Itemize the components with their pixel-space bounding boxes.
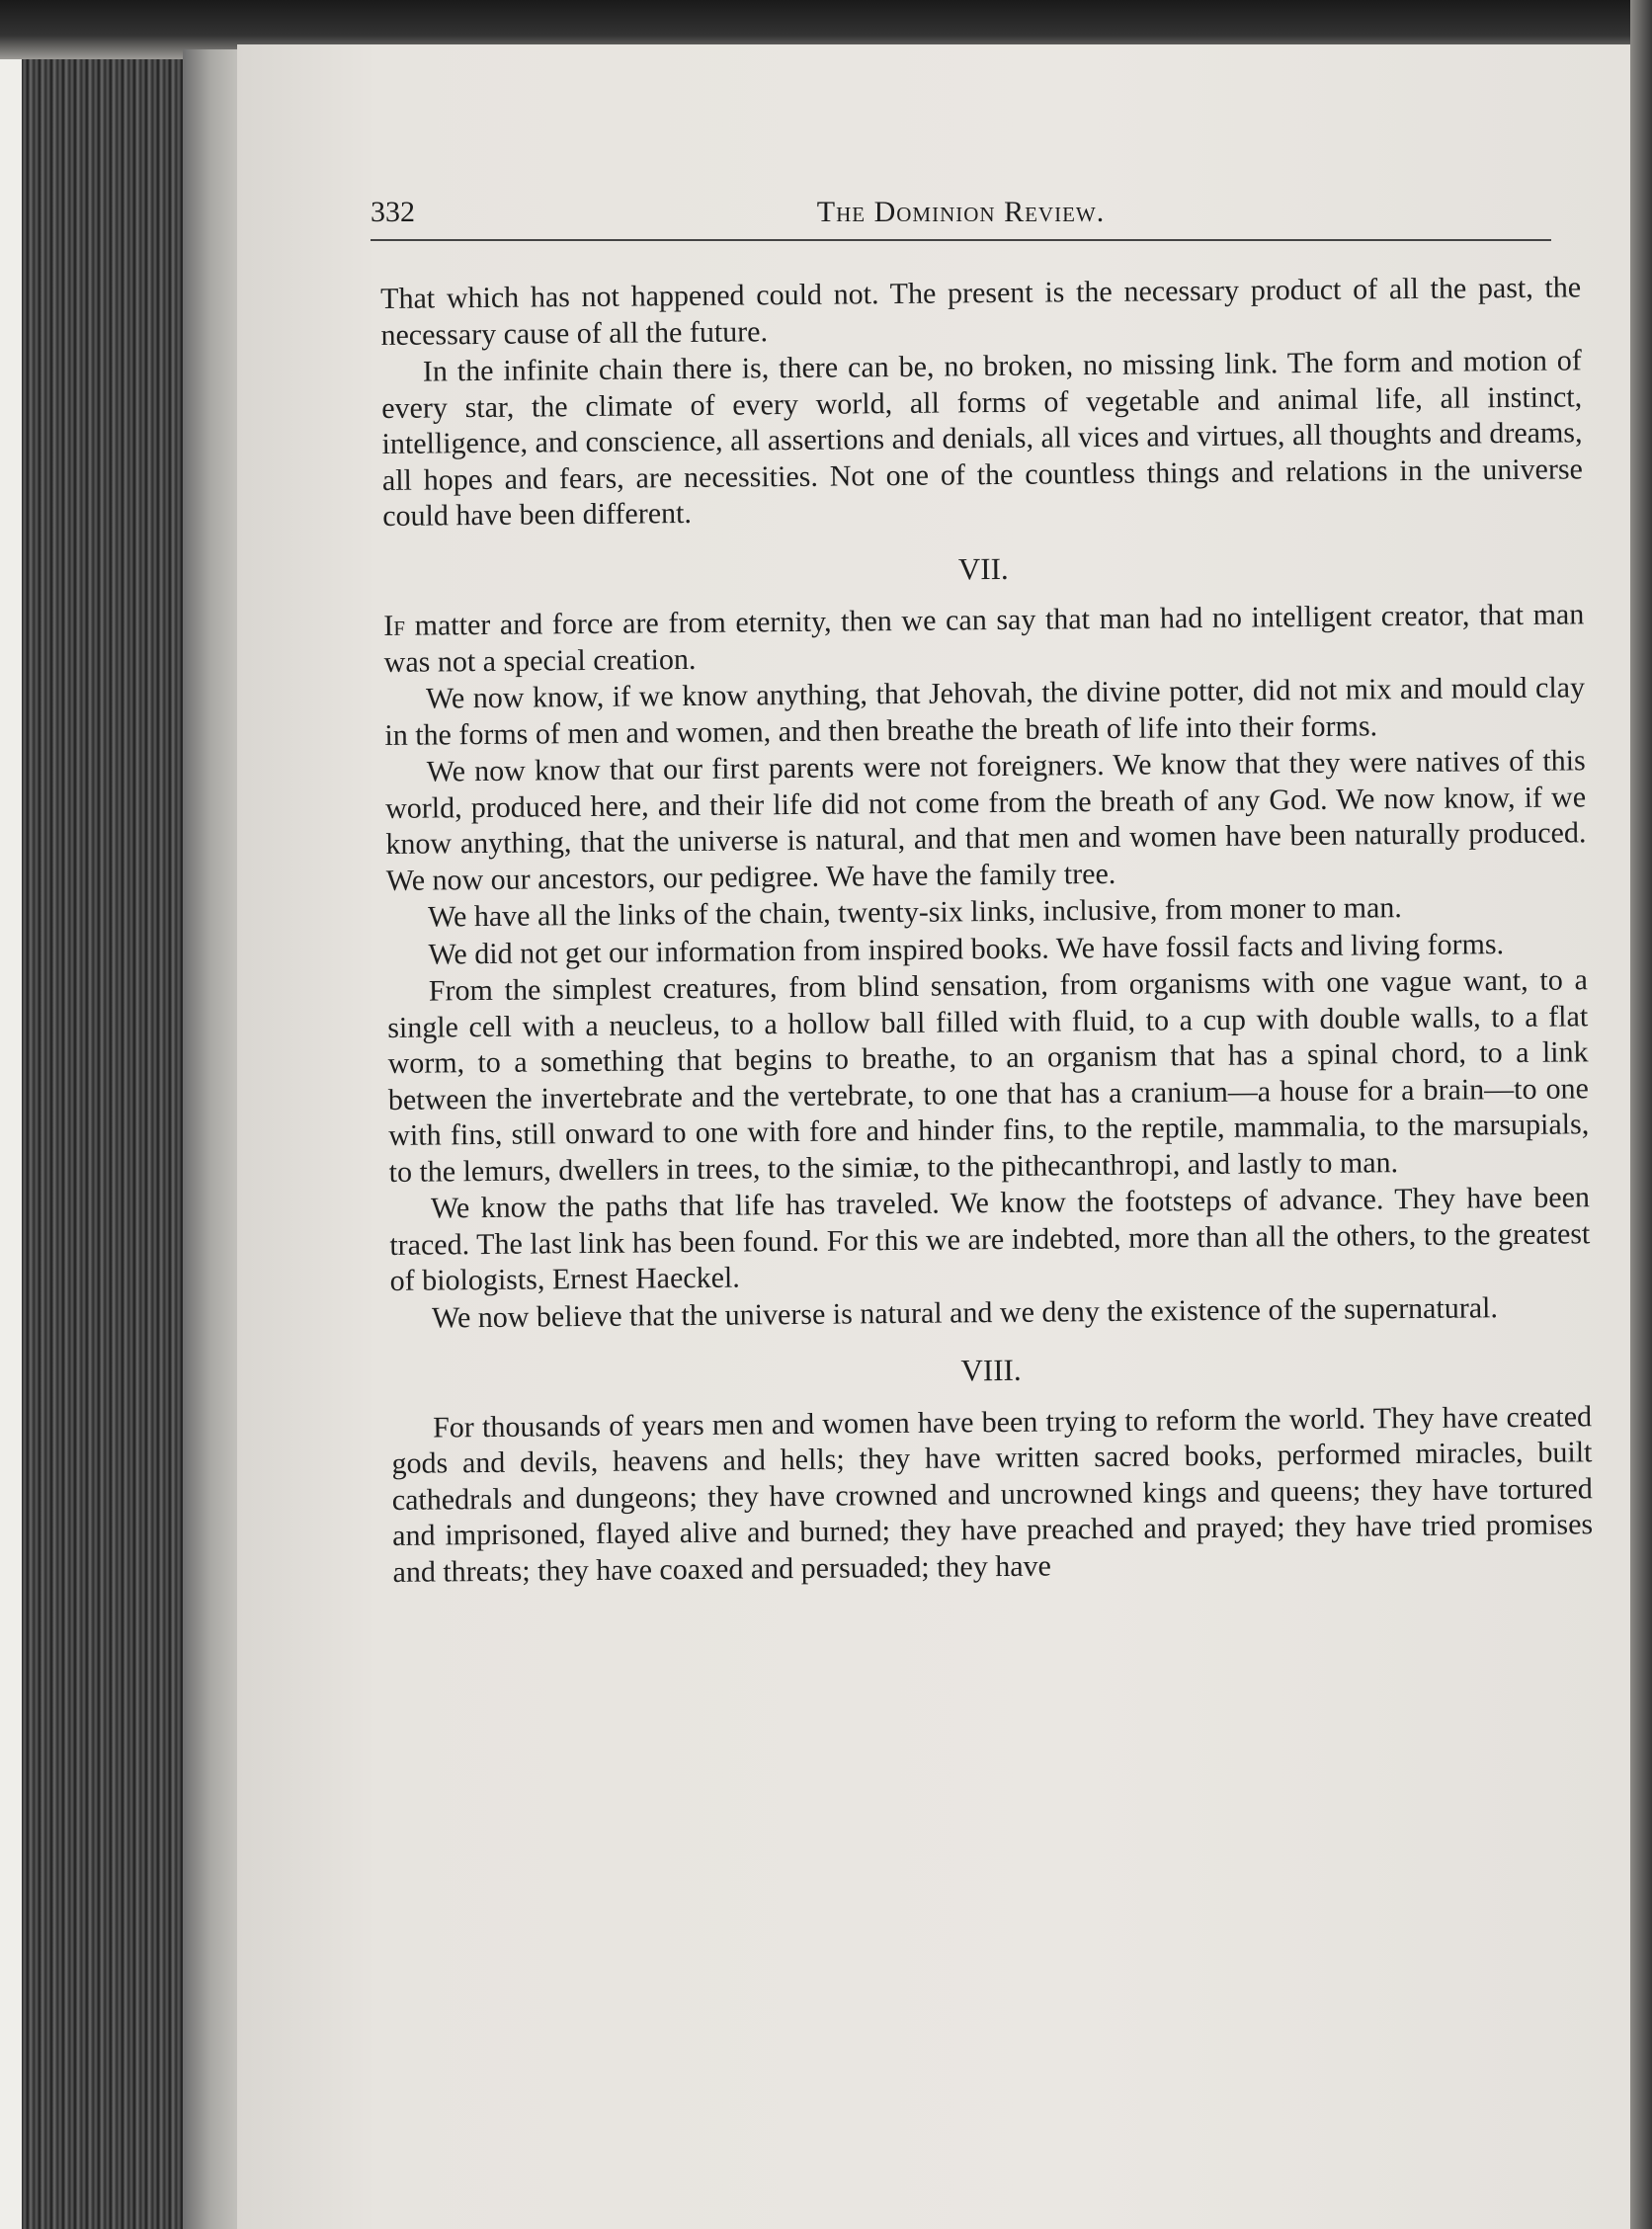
paragraph: We did not get our information from inspired books. We have fossil facts and living forms.	[428, 927, 1505, 971]
paragraph: From the simplest creatures, from blind sensation, from organisms with one vague want, to a single cell with a neucleus, to a hollow ball filled with fluid, to a cup with double walls, to a flat worm, to a something that begins to breathe, to an organism that has a spinal chord, to a link between the invertebrate and the vertebrate, to one that has a cranium—a house for a brain—to one with fins, still onward to one with fore and hinder fins, to the reptile, mammalia, to the marsupials, to the lemurs, dwellers in trees, to the simiæ, to the pithecanthropi, and lastly to man.	[387, 963, 1590, 1189]
section-heading-viii: VIII.	[960, 1352, 1022, 1388]
paragraph: We now know that our first parents were not foreigners. We know that they were natives of this world, produced here, and their life did not come from the breath of any God. We now know, if we know anything, that the universe is natural, and that men and women have been naturally produced. We now our ancestors, our pedigree. We have the family tree.	[384, 744, 1587, 897]
paragraph: That which has not happened could not. The present is the necessary product of all the past, the necessary cause of all the future.	[380, 271, 1582, 352]
paragraph	[383, 597, 1585, 681]
scanner-backdrop	[0, 0, 22, 2229]
scan-right-shadow	[1630, 0, 1652, 2229]
body-text	[380, 270, 1594, 1592]
paragraph: We now know, if we know anything, that Jehovah, the divine potter, did not mix and mould clay in the forms of men and women, and then breathe the breath of life into their forms.	[384, 671, 1586, 752]
paragraph: We have all the links of the chain, twenty-six links, inclusive, from moner to man.	[428, 891, 1402, 934]
page-header	[371, 188, 1551, 241]
running-title: The Dominion Review.	[816, 196, 1106, 228]
paragraph: For thousands of years men and women have been trying to reform the world. They have created gods and devils, heavens and hells; they have written sacred books, performed miracles, built cathedrals and dungeons; they have crowned and uncrowned kings and queens; they have tortured and imprisoned, flayed alive and burned; they have preached and prayed; they have tried promises and threats; they have coaxed and persuaded; they have	[391, 1399, 1594, 1589]
paragraph: We now believe that the universe is natural and we deny the existence of the supernatural.	[431, 1290, 1499, 1335]
drop-lead-word: If	[383, 609, 406, 642]
paragraph: In the infinite chain there is, there can be, no broken, no missing link. The form and motion of every star, the climate of every world, all forms of vegetable and animal life, all instinct, intelligence, and conscience, all assertions and denials, all vices and virtues, all thoughts and dreams, all hopes and fears, are necessities. Not one of the countless things and relations in the universe could have been different.	[381, 344, 1584, 533]
page-number: 332	[371, 196, 415, 228]
book-spine	[22, 59, 205, 2229]
paragraph-text: matter and force are from eternity, then we can say that man had no intelligent creator, that man was not a special creation.	[383, 598, 1585, 679]
section-heading-vii: VII.	[957, 550, 1009, 586]
paragraph: We know the paths that life has traveled. We know the footsteps of advance. They have been traced. The last link has been found. For this we are indebted, more than all the others, to the greatest of biologists, Ernest Haeckel.	[389, 1181, 1591, 1297]
